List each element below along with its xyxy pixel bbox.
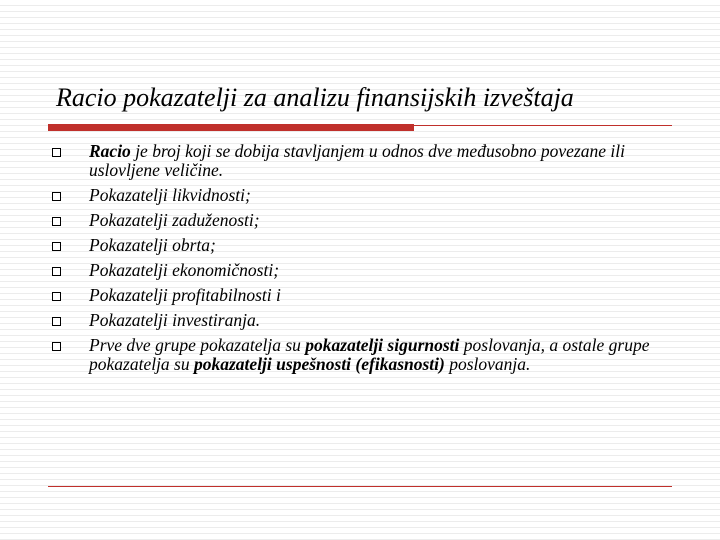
list-item-text: Pokazatelji zaduženosti; xyxy=(89,210,260,230)
summary-text-2: poslovanja, a ostale grupe pokazatelja su xyxy=(89,335,650,374)
bullet-list xyxy=(52,142,672,380)
list-item xyxy=(52,142,672,180)
title-underline-accent xyxy=(48,124,414,131)
list-item xyxy=(52,186,672,205)
list-item-text: Pokazatelji investiranja. xyxy=(89,310,261,330)
list-item xyxy=(52,336,672,374)
list-item-text: Pokazatelji profitabilnosti i xyxy=(89,285,281,305)
hollow-square-icon xyxy=(52,242,61,251)
hollow-square-icon xyxy=(52,148,61,157)
bottom-rule xyxy=(48,486,672,487)
list-item xyxy=(52,311,672,330)
list-item xyxy=(52,236,672,255)
list-item xyxy=(52,211,672,230)
hollow-square-icon xyxy=(52,317,61,326)
list-item-text: Pokazatelji likvidnosti; xyxy=(89,185,251,205)
list-item xyxy=(52,261,672,280)
list-item xyxy=(52,286,672,305)
hollow-square-icon xyxy=(52,267,61,276)
hollow-square-icon xyxy=(52,342,61,351)
term-pokazatelji-sigurnosti: pokazatelji sigurnosti xyxy=(305,335,460,355)
slide-title: Racio pokazatelji za analizu finansijskih izveštaja xyxy=(56,83,574,112)
hollow-square-icon xyxy=(52,192,61,201)
hollow-square-icon xyxy=(52,217,61,226)
definition-text: je broj koji se dobija stavljanjem u odnos dve međusobno povezane ili uslovljene veličine. xyxy=(89,141,625,180)
hollow-square-icon xyxy=(52,292,61,301)
summary-text-1: Prve dve grupe pokazatelja su xyxy=(89,335,306,355)
list-item-text: Pokazatelji ekonomičnosti; xyxy=(89,260,280,280)
term-racio: Racio xyxy=(89,141,131,161)
summary-text-3: poslovanja. xyxy=(444,354,531,374)
list-item-text: Pokazatelji obrta; xyxy=(89,235,216,255)
term-pokazatelji-uspesnosti: pokazatelji uspešnosti (efikasnosti) xyxy=(194,354,445,374)
